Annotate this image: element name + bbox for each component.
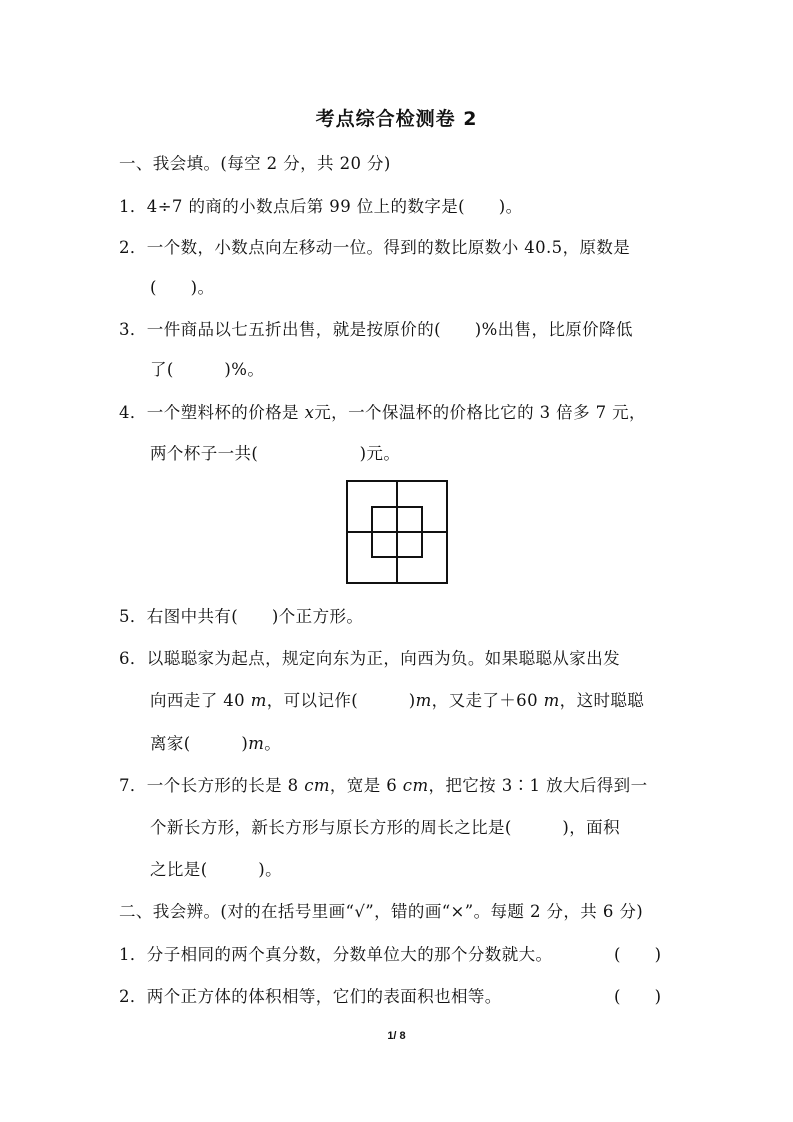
q7-unit-1: cm xyxy=(304,776,330,795)
page-title: 考点综合检测卷 2 xyxy=(315,108,478,130)
question-1-7-line-2: 个新长方形，新长方形与原长方形的周长之比是( )，面积 xyxy=(150,818,620,837)
q4-text-b: 元，一个保温杯的价格比它的 3 倍多 7 元， xyxy=(314,403,646,422)
q6-unit-2: m xyxy=(415,691,432,710)
q7-text-b: ，宽是 6 xyxy=(329,776,398,795)
question-2-2: 2．两个正方体的体积相等，它们的表面积也相等。 xyxy=(119,987,502,1006)
question-1-4-line-2: 两个杯子一共( )元。 xyxy=(150,444,401,463)
question-2-2-answer: ( ) xyxy=(614,987,662,1006)
question-1-1: 1．4÷7 的商的小数点后第 99 位上的数字是( )。 xyxy=(119,197,523,216)
q6-text-e: 离家( ) xyxy=(150,734,249,753)
q6-text-b: ，可以记作( ) xyxy=(266,691,416,710)
q7-text-c: ，把它按 3∶1 放大后得到一 xyxy=(428,776,648,795)
q6-text-d: ，这时聪聪 xyxy=(559,691,645,710)
question-1-4-line-1 xyxy=(119,399,646,423)
nested-squares-figure xyxy=(346,480,448,584)
question-2-1-answer: ( ) xyxy=(614,945,662,964)
q6-text-a: 向西走了 40 xyxy=(150,691,246,710)
question-1-7-line-3: 之比是( )。 xyxy=(150,860,282,879)
question-1-6-line-1: 6．以聪聪家为起点，规定向东为正，向西为负。如果聪聪从家出发 xyxy=(119,649,620,668)
q6-text-c: ，又走了＋60 xyxy=(431,691,538,710)
question-1-7-line-1 xyxy=(119,772,647,796)
question-1-6-line-3 xyxy=(150,730,281,754)
question-1-3-line-1: 3．一件商品以七五折出售，就是按原价的( )%出售，比原价降低 xyxy=(119,320,633,339)
q7-unit-2: cm xyxy=(402,776,429,795)
q7-text-a: 7．一个长方形的长是 8 xyxy=(119,776,299,795)
section-2-heading: 二、我会辨。(对的在括号里画“√”，错的画“×”。每题 2 分，共 6 分) xyxy=(119,902,644,921)
question-1-6-line-2 xyxy=(150,687,644,711)
question-1-2-line-2: ( )。 xyxy=(150,278,215,297)
q6-unit-3: m xyxy=(543,691,560,710)
section-1-heading: 一、我会填。(每空 2 分，共 20 分) xyxy=(119,154,391,173)
q6-unit-4: m xyxy=(248,734,265,753)
q4-text-a: 4．一个塑料杯的价格是 xyxy=(119,403,299,422)
q6-text-f: 。 xyxy=(264,734,282,753)
question-1-2-line-1: 2．一个数，小数点向左移动一位。得到的数比原数小 40.5，原数是 xyxy=(119,238,631,257)
q4-variable: x xyxy=(304,403,315,422)
question-1-3-line-2: 了( )%。 xyxy=(150,360,265,379)
question-1-5: 5．右图中共有( )个正方形。 xyxy=(119,607,364,626)
q6-unit-1: m xyxy=(250,691,267,710)
question-2-1: 1．分子相同的两个真分数，分数单位大的那个分数就大。 xyxy=(119,945,553,964)
page-number: 1/ 8 xyxy=(387,1030,406,1042)
